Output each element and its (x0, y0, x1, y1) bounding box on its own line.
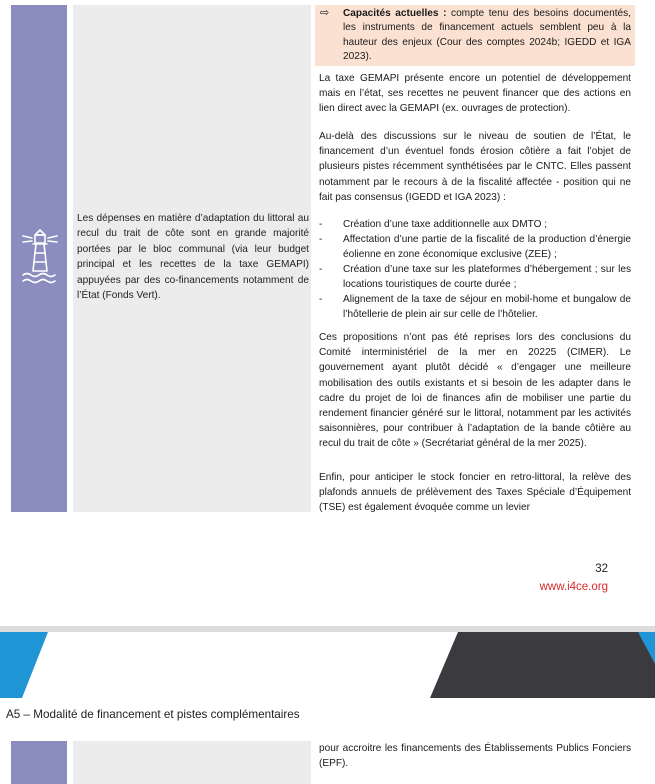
arrow-icon: ⇨ (320, 7, 330, 19)
bullet-marker: - (319, 219, 323, 230)
list-item: - Création d’une taxe sur les plateformes d’hébergement ; sur les locations touristiques de courte durée ; (319, 264, 631, 290)
highlight-label: Capacités actuelles : (343, 8, 447, 19)
highlight-box (315, 5, 635, 66)
section-title: A5 – Modalité de financement et pistes complémentaires (6, 708, 300, 721)
lighthouse-icon (21, 227, 59, 285)
bullet-marker: - (319, 234, 323, 245)
description-column (73, 741, 311, 784)
icon-column (11, 741, 67, 784)
description-text: Les dépenses en matière d’adaptation du littoral au recul du trait de côte sont en grande majorité portées par le bloc communal (via leur budget principal et les recettes de la taxe GEMAPI) appuyées par des co-financements notamment de l’État (Fonds Vert). (77, 213, 309, 302)
paragraph-tse: Enfin, pour anticiper le stock foncier en retro-littoral, la relève des plafonds annuels de prélèvement des Taxes Spéciale d’Équipement (TSE) est également évoquée comme un levier (319, 472, 631, 514)
description-column (73, 5, 311, 512)
paragraph-fonds-erosion: Au-delà des discussions sur le niveau de soutien de l’État, le financement d’un éventuel fonds érosion côtière a fait l’objet de plusieurs pistes récemment synthétisées par le CNTC. Elles passent notamment par le recours à de la fiscalité affectée - position qui ne fait pas consensus (IGEDD et IGA 2023) : (319, 131, 631, 203)
website-link[interactable]: www.i4ce.org (539, 581, 608, 593)
header-shapes (0, 632, 655, 698)
paragraph-cimer: Ces propositions n’ont pas été reprises lors des conclusions du Comité interministériel de la mer en 20225 (CIMER). Le gouvernement ayant plutôt décidé « d’engager une meilleure mobilisation des outils existants et si besoin de les adapter dans le cadre du projet de loi de finances afin de mobiliser une partie du rendement financier généré sur le littoral, notamment par les activités saisonnières, pour contribuer à l’adaptation de la bande côtière au recul du trait de côte » (Secrétariat général de la mer 2025). (319, 332, 631, 450)
bullet-marker: - (319, 264, 323, 275)
list-item: - Création d’une taxe additionnelle aux DMTO ; (319, 219, 548, 230)
dark-shape (430, 632, 655, 698)
highlight-text (343, 7, 631, 65)
page-number: 32 (595, 563, 608, 575)
page-header-banner (0, 632, 655, 698)
blue-shape (0, 632, 48, 698)
list-item: - Alignement de la taxe de séjour en mobil-home et bungalow de l’hôtellerie de plein air sur celle de l’hôtelier. (319, 294, 631, 320)
paragraph-gemapi: La taxe GEMAPI présente encore un potentiel de développement mais en l’état, ses recettes ne peuvent financer que des actions en lien direct avec la GEMAPI (ex. ouvrages de protection). (319, 73, 631, 115)
paragraph-epf: pour accroitre les financements des Établissements Publics Fonciers (EPF). (319, 743, 631, 770)
highlight-body: compte tenu des besoins documentés, les instruments de financement actuels semblent peu à la hauteur des enjeux (Cour des comptes 2024b; IGEDD et IGA 2023). (343, 8, 631, 63)
proposals-list (319, 217, 631, 322)
bullet-marker: - (319, 294, 323, 305)
list-item: - Affectation d’une partie de la fiscalité de la production d’énergie éolienne en zone économique exclusive (ZEE) ; (319, 234, 631, 260)
icon-column (11, 5, 67, 512)
analysis-column (315, 5, 641, 512)
